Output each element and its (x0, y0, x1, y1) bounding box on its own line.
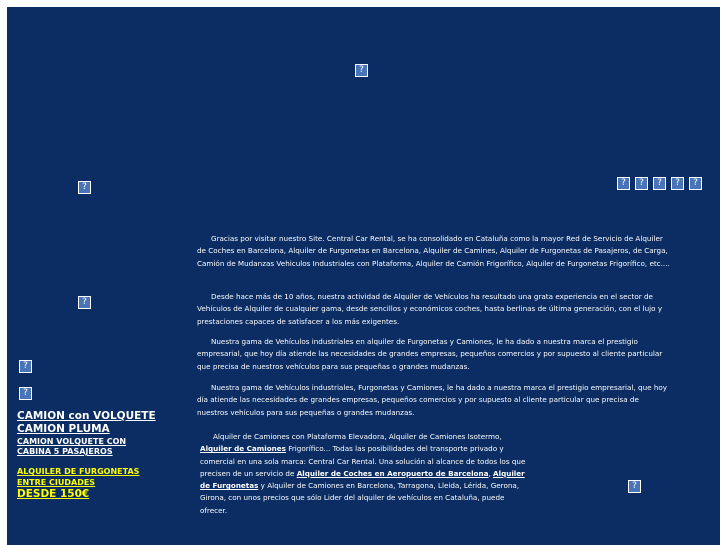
broken-image-icon[interactable]: ? (628, 480, 641, 493)
industrial-paragraph-1: Nuestra gama de Vehículos industriales en alquiler de Furgonetas y Camiones, le ha dado a nuestra marca el prestigio empresarial, que hoy día atiende las necesidades de grandes empresas, pequeños comercios y por supuesto al cliente particular que precisa de nuestros vehículos para sus pequeñas o grandes mudanzas. (197, 337, 663, 371)
text-fragment: Frigorífico... Todas las posibilidades del transporte privado y comercial en una sola marca: Central Car Rental. Una solución al alcance de todos los que precisen de un servicio de (200, 444, 526, 478)
broken-image-icon[interactable]: ? (78, 296, 91, 309)
link-camion-cabina-line2[interactable]: CABINA 5 PASAJEROS (17, 447, 113, 456)
broken-image-icon[interactable]: ? (19, 387, 32, 400)
text-fragment: Alquiler de Camiones con Plataforma Elevadora, Alquiler de Camiones Isotermo, (213, 432, 502, 441)
text-fragment: , (488, 468, 494, 478)
industrial-paragraph-2: Nuestra gama de Vehículos industriales, Furgonetas y Camiones, le ha dado a nuestra marca el prestigio empresarial, que hoy día atiende las necesidades de grandes empresas, pequeños comercios y por supuesto al cliente particular que precisa de nuestros vehículos para sus pequeñas o grandes mudanzas. (197, 383, 668, 417)
experience-paragraph: Desde hace más de 10 años, nuestra actividad de Alquiler de Vehículos ha resultado una grata experiencia en el sector de Vehículos de Alquiler de cualquier gama, desde sencillos y económicos coches, hasta berlinas de última generación, con el lujo y prestaciones capaces de satisfacer a los más exigentes. (197, 292, 663, 326)
link-alquiler-coches-aeropuerto[interactable]: Alquiler de Coches en Aeropuerto de Barcelona (296, 468, 489, 478)
link-camion-volquete[interactable]: CAMION con VOLQUETE (17, 410, 156, 422)
broken-image-icon[interactable]: ? (617, 177, 630, 190)
broken-image-icon[interactable]: ? (671, 177, 684, 190)
broken-image-icon[interactable]: ? (78, 181, 91, 194)
broken-image-icon[interactable]: ? (689, 177, 702, 190)
broken-image-icon[interactable]: ? (355, 64, 368, 77)
broken-image-icon[interactable]: ? (653, 177, 666, 190)
link-camion-pluma[interactable]: CAMION PLUMA (17, 423, 110, 435)
link-camion-cabina-line1[interactable]: CAMION VOLQUETE CON (17, 437, 127, 446)
intro-paragraph: Gracias por visitar nuestro Site. Central Car Rental, se ha consolidado en Cataluña como la mayor Red de Servicio de Alquiler de Coches en Barcelona, Alquiler de Furgonetas en Barcelona, Alquiler de Camines, Alquiler de Furgonetas de Pasajeros, de Carga, Camión de Mudanzas Vehiculos Industriales con Plataforma, Alquiler de Camión Frigorífico, Alquiler de Furgonetas Frigorífico, etc.... (197, 234, 670, 268)
camiones-paragraph (200, 431, 530, 517)
link-alquiler-furgonetas[interactable]: Alquiler de Furgonetas (200, 468, 525, 491)
link-furgonetas-price[interactable]: DESDE 150€ (17, 488, 90, 500)
link-alquiler-camiones[interactable]: Alquiler de Camiones (200, 444, 286, 454)
link-furgonetas-line2[interactable]: ENTRE CIUDADES (17, 478, 96, 487)
broken-image-icon[interactable]: ? (635, 177, 648, 190)
text-fragment: y Alquiler de Camiones en Barcelona, Tarragona, Lleida, Lérida, Gerona, Girona, con unos precios que sólo Lider del alquiler de vehículos en Cataluña, puede ofrecer. (200, 481, 520, 515)
broken-image-icon[interactable]: ? (19, 360, 32, 373)
link-furgonetas-line1[interactable]: ALQUILER DE FURGONETAS (17, 467, 140, 476)
